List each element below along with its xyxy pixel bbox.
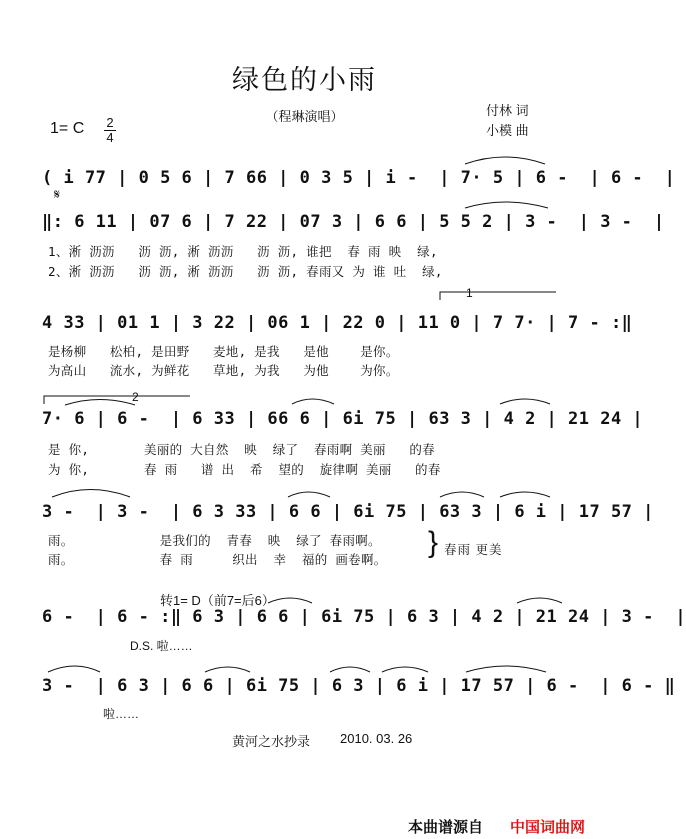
score-row-2 xyxy=(42,212,665,238)
volta-1-bracket xyxy=(440,292,556,300)
slur xyxy=(466,666,546,672)
slur xyxy=(500,399,550,404)
key-signature: 1= C xyxy=(50,120,85,137)
lyric-line: 雨。 是我们的 青春 映 绿了 春雨啊。 xyxy=(48,533,381,548)
score-row-notes: 6 - | 6 - :‖ 6 3 | 6 6 | 6i 75 | 6 3 | 4 2 | 21 24 | 3 - | xyxy=(42,607,686,627)
slur xyxy=(288,492,330,497)
score-row-3 xyxy=(42,313,633,339)
slur xyxy=(48,666,100,672)
score-row-5 xyxy=(42,502,654,528)
lyric-line: 是杨柳 松柏, 是田野 麦地, 是我 是他 是你。 xyxy=(48,344,399,359)
score-row-notes: 4 33 | 01 1 | 3 22 | 06 1 | 22 0 | 11 0 | 7 7· | 7 - :‖ xyxy=(42,313,633,333)
lyric-line: 是 你, 美丽的 大自然 映 绿了 春雨啊 美丽 的春 xyxy=(48,442,435,457)
volta-2-label: 2 xyxy=(132,390,139,404)
chorus-tail: 春雨 更美 xyxy=(444,543,503,557)
volta-2-bracket xyxy=(44,396,190,404)
slur xyxy=(465,202,548,208)
time-signature-bottom: 4 xyxy=(106,130,114,145)
lyric-line: 2、淅 沥沥 沥 沥, 淅 沥沥 沥 沥, 春雨又 为 谁 吐 绿, xyxy=(48,264,443,279)
lyric-line: 为 你, 春 雨 谱 出 希 望的 旋律啊 美丽 的春 xyxy=(48,462,441,477)
lyric-line: 1、淅 沥沥 沥 沥, 淅 沥沥 沥 沥, 谁把 春 雨 映 绿, xyxy=(48,244,438,259)
score-row-7 xyxy=(42,676,676,702)
score-row-1 xyxy=(42,168,676,194)
page-title: 绿色的小雨 xyxy=(232,65,377,95)
site-brand[interactable]: 中国词曲网 xyxy=(510,819,586,836)
score-row-6 xyxy=(42,607,686,633)
modulation-mark: 转1= D（前7=后6） xyxy=(160,593,275,608)
time-signature-top: 2 xyxy=(106,115,114,130)
score-row-notes: 3 - | 6 3 | 6 6 | 6i 75 | 6 3 | 6 i | 17 57 | 6 - | 6 - ‖ xyxy=(42,676,676,696)
slur xyxy=(205,667,250,672)
slur xyxy=(440,492,484,497)
chorus-brace: } xyxy=(428,526,439,559)
la-mark: 啦…… xyxy=(103,707,140,721)
singer-note: （程琳演唱） xyxy=(265,109,344,124)
time-signature xyxy=(104,117,116,144)
lyric-line: 为高山 流水, 为鲜花 草地, 为我 为他 为你。 xyxy=(48,363,399,378)
composer-credit: 小模 曲 xyxy=(486,123,529,138)
slur xyxy=(65,400,135,406)
transcriber: 黄河之水抄录 xyxy=(232,734,311,749)
slur xyxy=(382,667,428,672)
slur xyxy=(330,667,370,672)
lyricist-credit: 付林 词 xyxy=(486,103,529,118)
slur xyxy=(292,399,334,404)
score-row-4 xyxy=(42,409,644,435)
score-row-notes: 7· 6 | 6 - | 6 33 | 66 6 | 6i 75 | 63 3 | 4 2 | 21 24 | xyxy=(42,409,644,429)
slur xyxy=(517,598,562,603)
slur xyxy=(465,157,545,164)
slur xyxy=(500,492,550,497)
ds-mark: D.S. 啦…… xyxy=(130,639,193,653)
slur xyxy=(52,490,130,498)
source-note: 本曲谱源自 xyxy=(408,819,484,836)
score-row-notes: ( i 77 | 0 5 6 | 7 66 | 0 3 5 | i - | 7· 5 | 6 - | 6 - | xyxy=(42,168,676,188)
score-row-notes: 3 - | 3 - | 6 3 33 | 6 6 | 6i 75 | 63 3 | 6 i | 17 57 | xyxy=(42,502,654,522)
segno-mark: 𝄋 xyxy=(54,186,61,202)
score-row-notes: ‖: 6 11 | 07 6 | 7 22 | 07 3 | 6 6 | 5 5 2 | 3 - | 3 - | xyxy=(42,212,665,232)
lyric-line: 雨。 春 雨 织出 幸 福的 画卷啊。 xyxy=(48,552,387,567)
volta-1-label: 1 xyxy=(466,286,473,300)
transcribe-date: 2010. 03. 26 xyxy=(340,731,413,746)
